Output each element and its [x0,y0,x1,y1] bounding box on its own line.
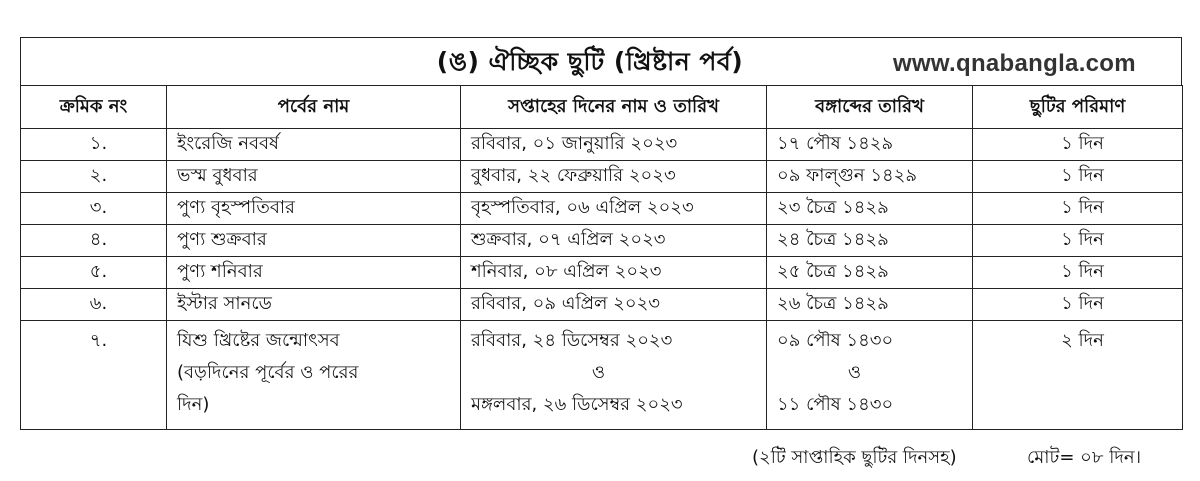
serial-cell: ৫. [21,257,167,289]
footer-note: (২টি সাপ্তাহিক ছুটির দিনসহ) [752,447,957,468]
weekday-date-cell: বুধবার, ২২ ফেব্রুয়ারি ২০২৩ [461,161,767,193]
bangla-date-cell [767,321,973,430]
holiday-count-cell: ১ দিন [973,161,1183,193]
holiday-count-cell: ১ দিন [973,129,1183,161]
festival-name-line: (বড়দিনের পূর্বের ও পরের [177,362,359,383]
column-header-festival-name: পর্বের নাম [167,86,461,129]
weekday-date-cell: শনিবার, ০৮ এপ্রিল ২০২৩ [461,257,767,289]
footer-total: মোট= ০৮ দিন। [1027,447,1142,468]
weekday-date-cell: বৃহস্পতিবার, ০৬ এপ্রিল ২০২৩ [461,193,767,225]
festival-name-cell: ইংরেজি নববর্ষ [167,129,461,161]
table-row [21,257,1183,289]
festival-name-cell: পুণ্য বৃহস্পতিবার [167,193,461,225]
weekday-date-cell: রবিবার, ০১ জানুয়ারি ২০২৩ [461,129,767,161]
serial-cell: ৩. [21,193,167,225]
bangla-date-line: ০৯ পৌষ ১৪৩০ [777,330,894,351]
bangla-date-line: ১১ পৌষ ১৪৩০ [777,394,894,415]
table-row [21,161,1183,193]
site-watermark: www.qnabangla.com [893,50,1136,77]
page-title: (ঙ) ঐচ্ছিক ছুটি (খ্রিষ্টান পর্ব) [436,47,744,76]
bangla-date-cell: ১৭ পৌষ ১৪২৯ [767,129,973,161]
festival-name-cell: পুণ্য শনিবার [167,257,461,289]
serial-cell: ৪. [21,225,167,257]
table-row [21,289,1183,321]
bangla-date-conjunction: ও [847,362,862,383]
column-header-holiday-count: ছুটির পরিমাণ [973,86,1183,129]
table-row [21,225,1183,257]
holiday-count-cell: ২ দিন [973,321,1183,430]
weekday-date-cell: রবিবার, ০৯ এপ্রিল ২০২৩ [461,289,767,321]
weekday-date-line: মঙ্গলবার, ২৬ ডিসেম্বর ২০২৩ [471,394,683,415]
festival-name-cell: ভস্ম বুধবার [167,161,461,193]
festival-name-cell [167,321,461,430]
weekday-date-cell: শুক্রবার, ০৭ এপ্রিল ২০২৩ [461,225,767,257]
serial-cell: ২. [21,161,167,193]
holiday-count-cell: ১ দিন [973,289,1183,321]
bangla-date-cell: ২৬ চৈত্র ১৪২৯ [767,289,973,321]
table-row [21,129,1183,161]
table-header-row [21,86,1183,129]
festival-name-cell: ইস্টার সানডে [167,289,461,321]
column-header-weekday-date: সপ্তাহের দিনের নাম ও তারিখ [461,86,767,129]
holiday-count-cell: ১ দিন [973,257,1183,289]
holiday-count-cell: ১ দিন [973,225,1183,257]
weekday-date-line: রবিবার, ২৪ ডিসেম্বর ২০২৩ [471,330,673,351]
weekday-date-cell [461,321,767,430]
festival-name-line: যিশু খ্রিষ্টের জন্মোৎসব [177,330,340,351]
holiday-count-cell: ১ দিন [973,193,1183,225]
festival-name-cell: পুণ্য শুক্রবার [167,225,461,257]
holiday-table [20,85,1183,430]
serial-cell: ৬. [21,289,167,321]
serial-cell: ৭. [21,321,167,430]
bangla-date-cell: ২৪ চৈত্র ১৪২৯ [767,225,973,257]
column-header-serial: ক্রমিক নং [21,86,167,129]
table-row [21,193,1183,225]
table-row [21,321,1183,430]
column-header-bangla-date: বঙ্গাব্দের তারিখ [767,86,973,129]
bangla-date-cell: ২৫ চৈত্র ১৪২৯ [767,257,973,289]
festival-name-line: দিন) [177,394,210,415]
bangla-date-cell: ০৯ ফাল্গুন ১৪২৯ [767,161,973,193]
bangla-date-cell: ২৩ চৈত্র ১৪২৯ [767,193,973,225]
date-conjunction: ও [591,362,606,383]
serial-cell: ১. [21,129,167,161]
